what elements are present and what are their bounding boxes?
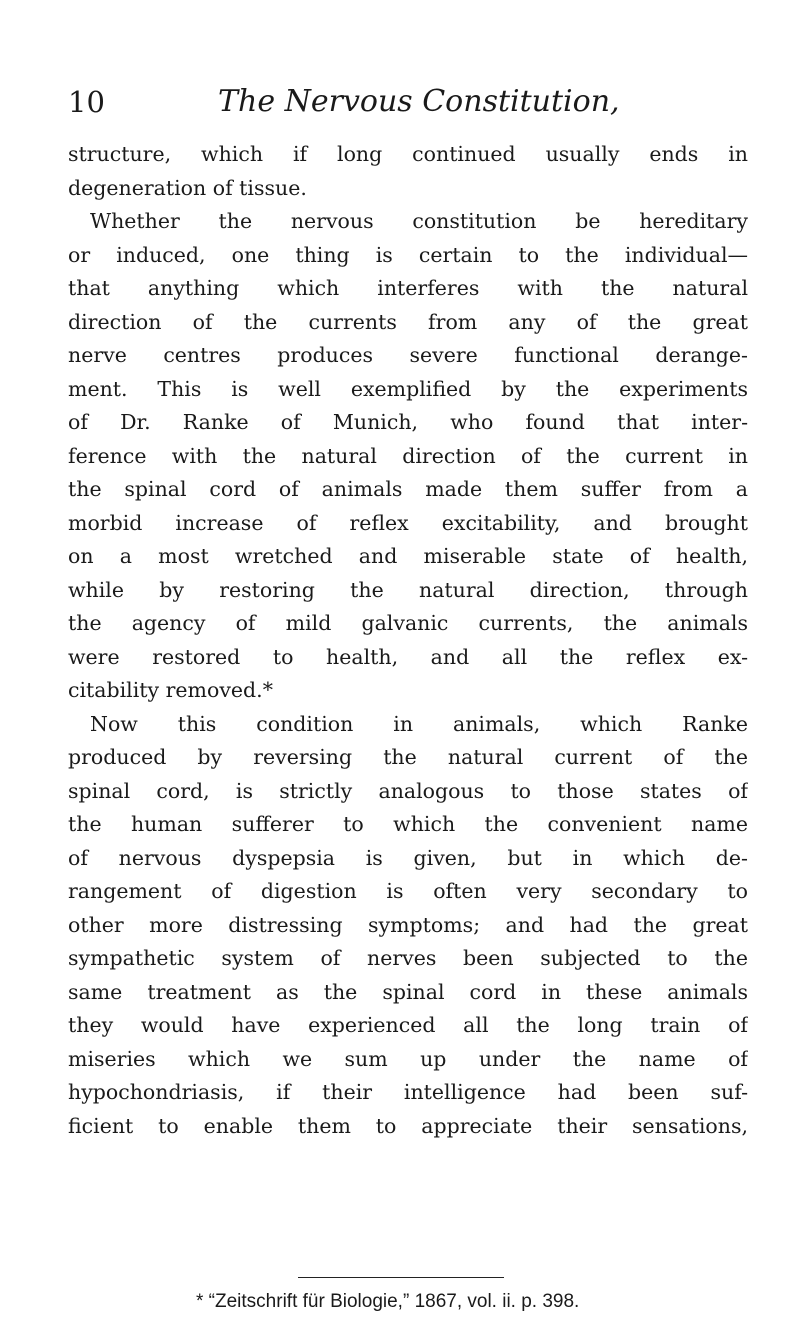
text-line: that anything which interferes with the natural xyxy=(68,276,748,300)
text-line: of Dr. Ranke of Munich, who found that inter- xyxy=(68,410,748,434)
text-line: rangement of digestion is often very secondary to xyxy=(68,879,748,903)
text-line: morbid increase of reflex excitability, and brought xyxy=(68,510,748,535)
page-number: 10 xyxy=(68,85,105,119)
running-title: The Nervous Constitution, xyxy=(218,84,620,119)
text-line: of nervous dyspepsia is given, but in which de- xyxy=(68,845,748,870)
body-text xyxy=(68,138,748,1143)
text-line: while by restoring the natural direction, through xyxy=(68,577,748,602)
text-line: ment. This is well exemplified by the experiments xyxy=(68,376,748,401)
text-line: sympathetic system of nerves been subjected to the xyxy=(68,946,748,970)
text-line: were restored to health, and all the reflex ex- xyxy=(68,644,748,669)
text-line: miseries which we sum up under the name of xyxy=(68,1046,748,1071)
text-line: same treatment as the spinal cord in these animals xyxy=(68,979,748,1004)
text-line: ficient to enable them to appreciate their sensations, xyxy=(68,1113,748,1138)
page-header xyxy=(68,82,748,122)
text-line: spinal cord, is strictly analogous to those states of xyxy=(68,778,748,803)
footnote-divider xyxy=(298,1277,504,1278)
text-line: the human sufferer to which the convenient name xyxy=(68,812,748,836)
text-line: structure, which if long continued usually ends in xyxy=(68,142,748,166)
text-line: Whether the nervous constitution be hereditary xyxy=(90,209,748,233)
text-line: the spinal cord of animals made them suffer from a xyxy=(68,477,748,501)
text-line: ference with the natural direction of the current in xyxy=(68,443,748,468)
text-line: direction of the currents from any of the great xyxy=(68,309,748,334)
footnote: * “Zeitschrift für Biologie,” 1867, vol. ii. p. 398. xyxy=(196,1291,580,1312)
text-line: they would have experienced all the long train of xyxy=(68,1013,748,1037)
text-line: degeneration of tissue. xyxy=(68,175,307,200)
text-line: other more distressing symptoms; and had the great xyxy=(68,912,748,937)
text-line: produced by reversing the natural current of the xyxy=(68,745,748,769)
text-line: on a most wretched and miserable state of health, xyxy=(68,544,748,568)
text-line: or induced, one thing is certain to the individual— xyxy=(68,242,748,267)
text-line: citability removed.* xyxy=(68,678,273,702)
text-line: hypochondriasis, if their intelligence had been suf- xyxy=(68,1080,748,1104)
text-line: nerve centres produces severe functional derange- xyxy=(68,343,748,367)
text-line: Now this condition in animals, which Ranke xyxy=(90,711,748,736)
text-line: the agency of mild galvanic currents, the animals xyxy=(68,611,748,635)
